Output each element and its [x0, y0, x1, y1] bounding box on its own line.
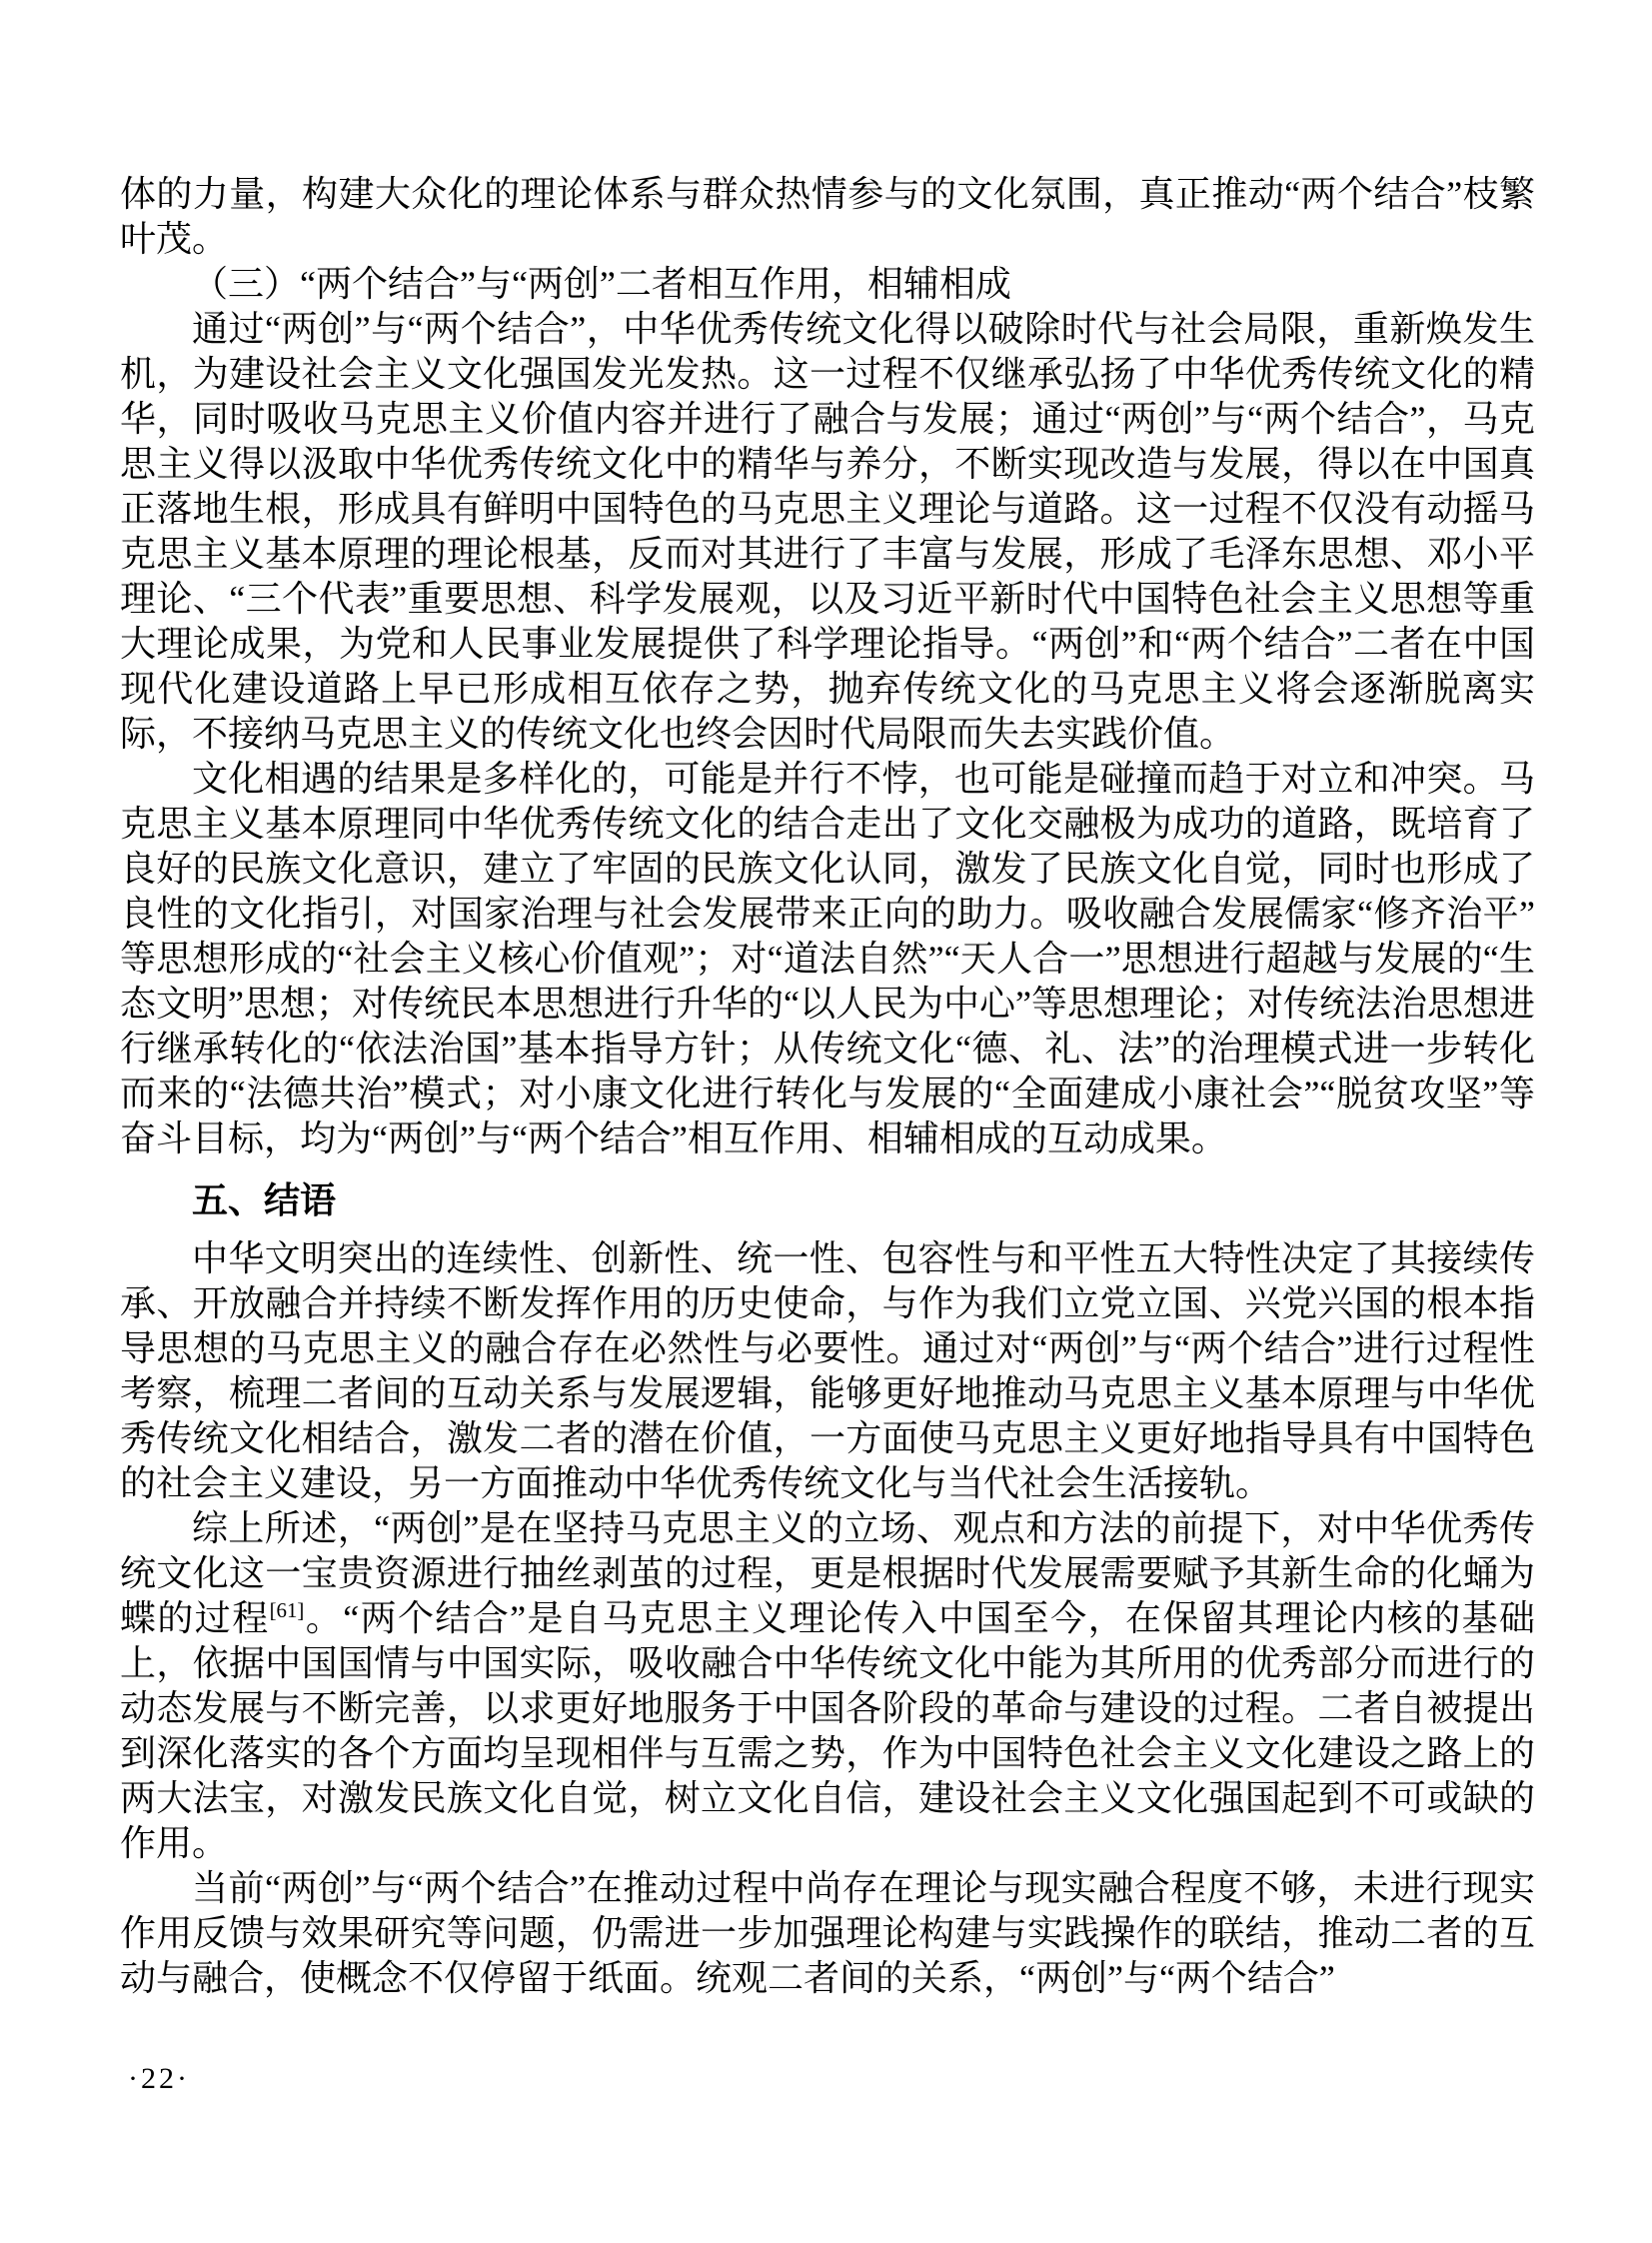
paragraph-results: 文化相遇的结果是多样化的，可能是并行不悖，也可能是碰撞而趋于对立和冲突。马克思主义基本原理同中华优秀传统文化的结合走出了文化交融极为成功的道路，既培育了良好的民族文化意识，建立了牢固的民族文化认同，激发了民族文化自觉，同时也形成了良性的文化指引，对国家治理与社会发展带来正向的助力。吸收融合发展儒家“修齐治平”等思想形成的“社会主义核心价值观”；对“道法自然”“天人合一”思想进行超越与发展的“生态文明”思想；对传统民本思想进行升华的“以人民为中心”等思想理论；对传统法治思想进行继承转化的“依法治国”基本指导方针；从传统文化“德、礼、法”的治理模式进一步转化而来的“法德共治”模式；对小康文化进行转化与发展的“全面建成小康社会”“脱贫攻坚”等奋斗目标，均为“两创”与“两个结合”相互作用、相辅相成的互动成果。 — [120, 759, 1535, 1158]
paragraph-current-issues: 当前“两创”与“两个结合”在推动过程中尚存在理论与现实融合程度不够，未进行现实作用反馈与效果研究等问题，仍需进一步加强理论构建与实践操作的联结，推动二者的互动与融合，使概念不仅停留于纸面。统观二者间的关系，“两创”与“两个结合” — [120, 1868, 1535, 1998]
summary-text-before: 综上所述，“两创”是在坚持马克思主义的立场、观点和方法的前提下，对中华优秀传统文化这一宝贵资源进行抽丝剥茧的过程，更是根据时代发展需要赋予其新生命的化蛹为蝶的过程 — [120, 1508, 1535, 1638]
paragraph-summary — [120, 1506, 1535, 1866]
paragraph-civilization: 中华文明突出的连续性、创新性、统一性、包容性与和平性五大特性决定了其接续传承、开放融合并持续不断发挥作用的历史使命，与作为我们立党立国、兴党兴国的根本指导思想的马克思主义的融合存在必然性与必要性。通过对“两创”与“两个结合”进行过程性考察，梳理二者间的互动关系与发展逻辑，能够更好地推动马克思主义基本原理与中华优秀传统文化相结合，激发二者的潜在价值，一方面使马克思主义更好地指导具有中国特色的社会主义建设，另一方面推动中华优秀传统文化与当代社会生活接轨。 — [120, 1238, 1535, 1503]
section-heading-conclusion: 五、结语 — [192, 1179, 337, 1220]
article-body — [120, 172, 1535, 2001]
paragraph-interaction: 通过“两创”与“两个结合”，中华优秀传统文化得以破除时代与社会局限，重新焕发生机，为建设社会主义文化强国发光发热。这一过程不仅继承弘扬了中华优秀传统文化的精华，同时吸收马克思主义价值内容并进行了融合与发展；通过“两创”与“两个结合”，马克思主义得以汲取中华优秀传统文化中的精华与养分，不断实现改造与发展，得以在中国真正落地生根，形成具有鲜明中国特色的马克思主义理论与道路。这一过程不仅没有动摇马克思主义基本原理的理论根基，反而对其进行了丰富与发展，形成了毛泽东思想、邓小平理论、“三个代表”重要思想、科学发展观，以及习近平新时代中国特色社会主义思想等重大理论成果，为党和人民事业发展提供了科学理论指导。“两创”和“两个结合”二者在中国现代化建设道路上早已形成相互依存之势，抛弃传统文化的马克思主义将会逐渐脱离实际，不接纳马克思主义的传统文化也终会因时代局限而失去实践价值。 — [120, 309, 1535, 754]
footnote-marker: [61] — [269, 1598, 305, 1622]
summary-text-after: 。“两个结合”是自马克思主义理论传入中国至今，在保留其理论内核的基础上，依据中国国情与中国实际，吸收融合中华传统文化中能为其所用的优秀部分而进行的动态发展与不断完善，以求更好地服务于中国各阶段的革命与建设的过程。二者自被提出到深化落实的各个方面均呈现相伴与互需之势，作为中国特色社会主义文化建设之路上的两大法宝，对激发民族文化自觉，树立文化自信，建设社会主义文化强国起到不可或缺的作用。 — [120, 1598, 1535, 1863]
paragraph-continuation: 体的力量，构建大众化的理论体系与群众热情参与的文化氛围，真正推动“两个结合”枝繁叶茂。 — [120, 174, 1535, 259]
page-number: ·22· — [128, 2062, 190, 2095]
subsection-heading-three: （三）“两个结合”与“两创”二者相互作用，相辅相成 — [192, 264, 1011, 304]
